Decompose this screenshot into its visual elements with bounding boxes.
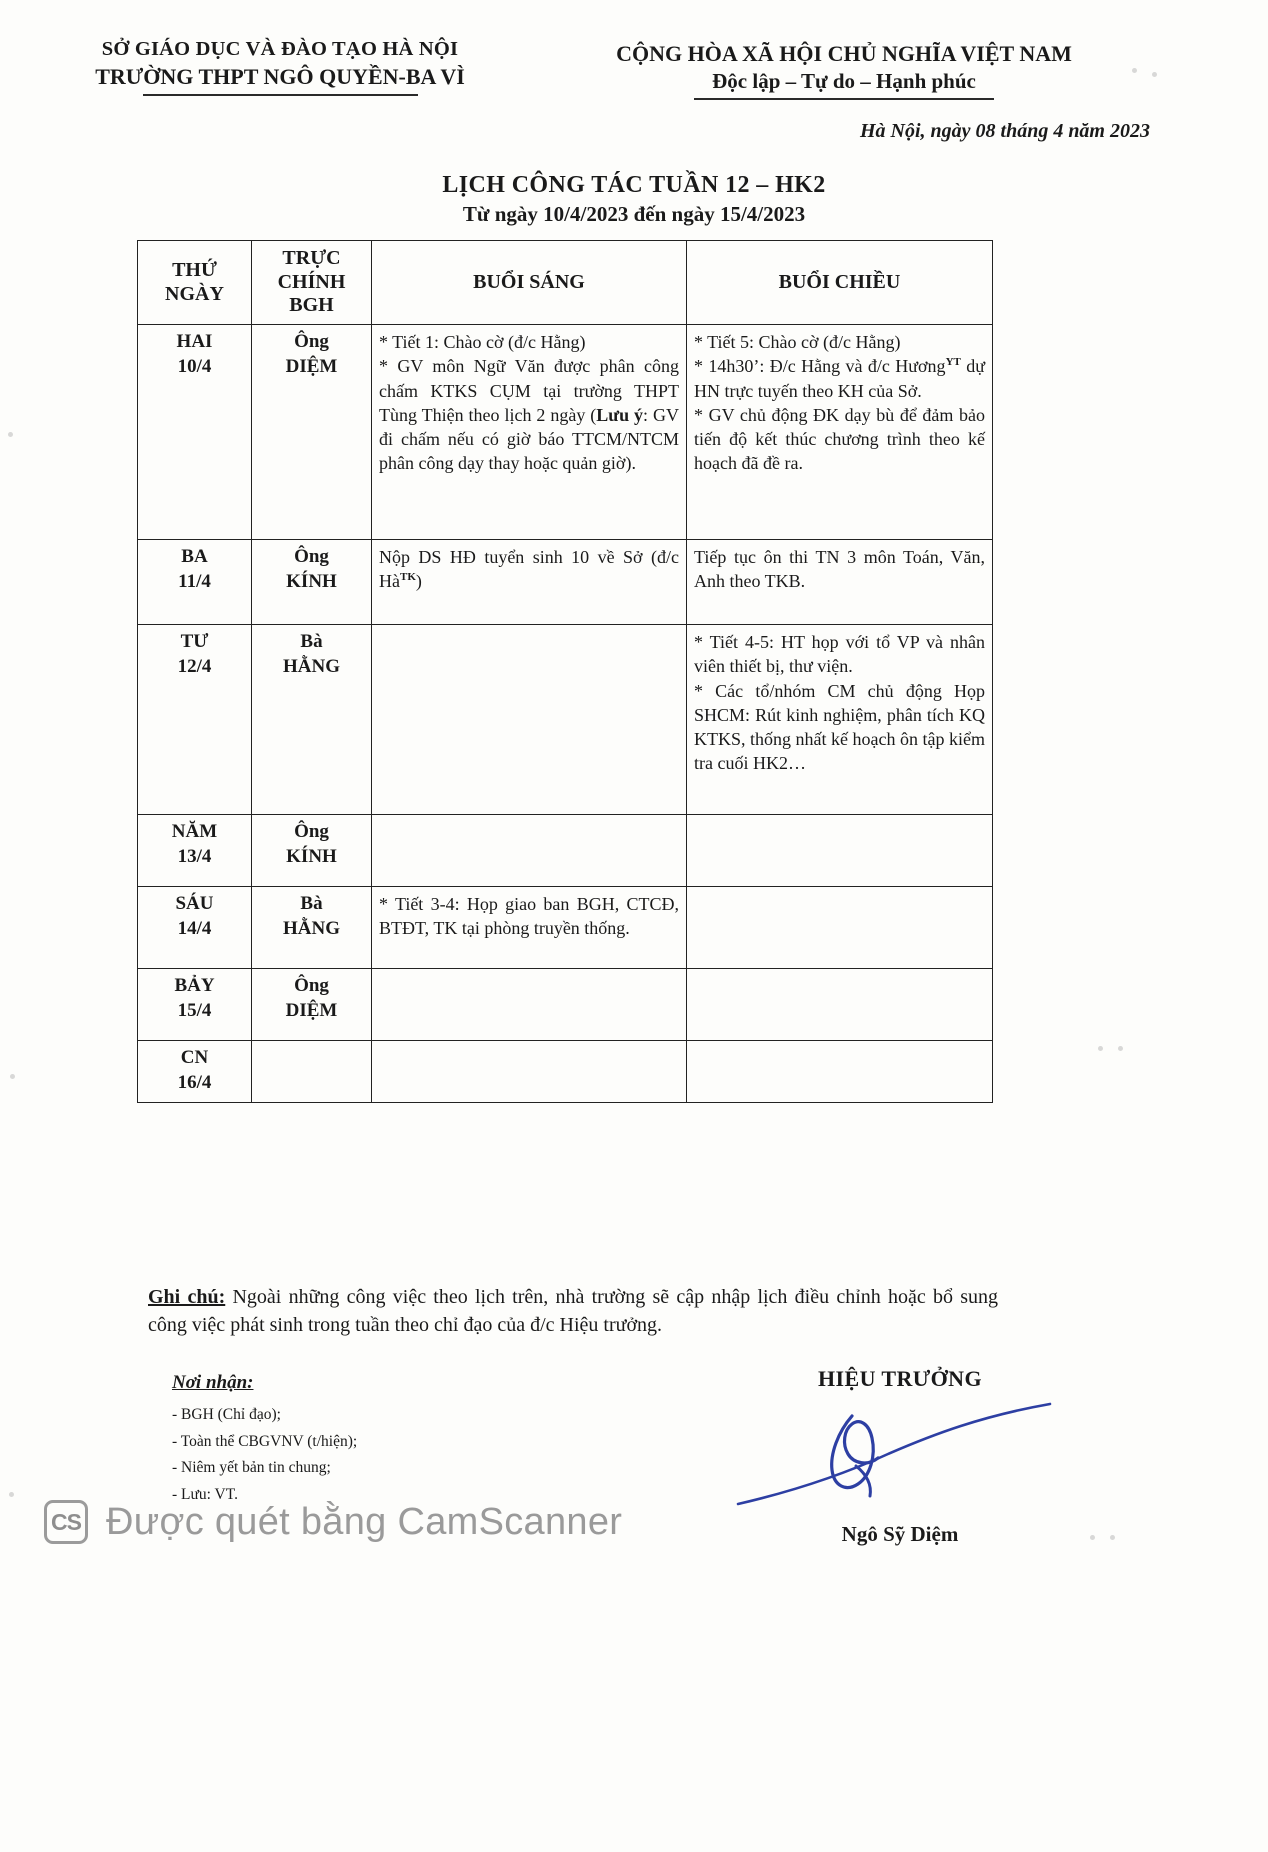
duty-title: Bà: [300, 893, 323, 914]
signer-name: Ngô Sỹ Diệm: [841, 1522, 959, 1546]
camscanner-label: Được quét bằng CamScanner: [106, 1500, 623, 1543]
department-name: SỞ GIÁO DỤC VÀ ĐÀO TẠO HÀ NỘI: [101, 38, 459, 60]
column-header-day: [138, 241, 252, 325]
scan-speck: [1098, 1046, 1103, 1051]
table-row: [138, 625, 993, 815]
morning-cell: [372, 969, 687, 1041]
recipients-list: [172, 1402, 502, 1509]
table-row: [138, 887, 993, 969]
day-cell: [138, 625, 252, 815]
day-name: TƯ: [180, 631, 209, 652]
day-cell: [138, 325, 252, 540]
duty-cell: [252, 625, 372, 815]
duty-name: HẰNG: [283, 917, 340, 939]
duty-name: DIỆM: [285, 999, 338, 1021]
duty-title: Ông: [294, 546, 329, 567]
day-name: CN: [180, 1047, 209, 1068]
recipients-label: Nơi nhận:: [172, 1372, 254, 1393]
column-header-duty: [252, 241, 372, 325]
title-block: [0, 172, 1268, 227]
header-divider-right: [694, 98, 994, 100]
page-title: LỊCH CÔNG TÁC TUẦN 12 – HK2: [442, 172, 826, 198]
scan-speck: [9, 1492, 14, 1497]
day-cell: [138, 540, 252, 625]
table-row: [138, 325, 993, 540]
day-date: 16/4: [177, 1071, 212, 1093]
morning-cell: * Tiết 1: Chào cờ (đ/c Hằng) * GV môn Ngữ Văn được phân công chấm KTKS CỤM tại trường THPT Tùng Thiện theo lịch 2 ngày (Lưu ý: GV đi chấm nếu có giờ báo TTCM/NTCM phân công dạy thay hoặc quản giờ).: [372, 325, 687, 540]
scan-speck: [1118, 1046, 1123, 1051]
duty-cell: [252, 540, 372, 625]
handwritten-signature: [720, 1396, 1080, 1516]
footnote-text: Ngoài những công việc theo lịch trên, nhà trường sẽ cập nhập lịch điều chỉnh hoặc bổ sung công việc phát sinh trong tuần theo chỉ đạo của đ/c Hiệu trưởng.: [148, 1286, 998, 1336]
duty-title: Ông: [294, 975, 329, 996]
letterhead: [0, 38, 1268, 100]
column-header-duty-line1: TRỰC: [282, 247, 341, 270]
day-cell: [138, 969, 252, 1041]
table-row: [138, 540, 993, 625]
country-name: CỘNG HÒA XÃ HỘI CHỦ NGHĨA VIỆT NAM: [616, 41, 1072, 66]
schedule-body: [138, 325, 993, 1103]
column-header-day-line2: NGÀY: [165, 282, 224, 305]
day-name: BẢY: [174, 975, 215, 996]
school-name: TRƯỜNG THPT NGÔ QUYỀN-BA VÌ: [95, 64, 465, 89]
morning-cell: [372, 625, 687, 815]
duty-title: Ông: [294, 821, 329, 842]
duty-cell: [252, 325, 372, 540]
list-item: - Lưu: VT.: [172, 1485, 238, 1503]
afternoon-cell: [687, 969, 993, 1041]
afternoon-cell: [687, 887, 993, 969]
day-date: 13/4: [177, 845, 212, 867]
column-header-duty-line2: CHÍNH: [277, 270, 346, 293]
table-row: [138, 1041, 993, 1103]
day-name: HAI: [176, 331, 213, 352]
duty-title: Bà: [300, 631, 323, 652]
national-heading: [530, 38, 1268, 100]
weekly-schedule-table: [137, 240, 993, 1103]
afternoon-cell: * Tiết 5: Chào cờ (đ/c Hằng) * 14h30’: Đ/c Hằng và đ/c Hương$^{YT}$ dự HN trực tuyến theo KH của Sở. * GV chủ động ĐK dạy bù để đảm bảo tiến độ kết thúc chương trình theo kế hoạch đã đề ra.: [687, 325, 993, 540]
signer-title: HIỆU TRƯỞNG: [818, 1366, 982, 1391]
day-date: 14/4: [177, 917, 212, 939]
national-motto: Độc lập – Tự do – Hạnh phúc: [712, 69, 976, 93]
place-and-date: Hà Nội, ngày 08 tháng 4 năm 2023: [859, 120, 1150, 142]
recipients-block: [172, 1372, 502, 1509]
duty-cell: [252, 1041, 372, 1103]
afternoon-cell: [687, 1041, 993, 1103]
scan-speck: [10, 1074, 15, 1079]
duty-title: Ông: [294, 331, 329, 352]
column-header-afternoon: BUỔI CHIỀU: [687, 241, 993, 325]
afternoon-cell: [687, 815, 993, 887]
page-subtitle: Từ ngày 10/4/2023 đến ngày 15/4/2023: [462, 202, 806, 226]
morning-cell: [372, 815, 687, 887]
column-header-day-line1: THỨ: [172, 258, 217, 281]
duty-name: HẰNG: [283, 655, 340, 677]
day-date: 10/4: [177, 355, 212, 377]
table-header-row: [138, 241, 993, 325]
day-name: BA: [181, 546, 208, 567]
day-cell: [138, 887, 252, 969]
table-row: [138, 815, 993, 887]
afternoon-cell: * Tiết 4-5: HT họp với tổ VP và nhân viên thiết bị, thư viện. * Các tổ/nhóm CM chủ động Họp SHCM: Rút kinh nghiệm, phân tích KQ KTKS, thống nhất kế hoạch ôn tập kiểm tra cuối HK2…: [687, 625, 993, 815]
signature-block: [700, 1366, 1100, 1547]
duty-name: KÍNH: [286, 845, 337, 867]
footnote: [148, 1284, 998, 1339]
table-row: [138, 969, 993, 1041]
day-date: 15/4: [177, 999, 212, 1021]
duty-cell: [252, 887, 372, 969]
scan-speck: [8, 432, 13, 437]
duty-cell: [252, 969, 372, 1041]
column-header-morning: BUỔI SÁNG: [372, 241, 687, 325]
morning-cell: Nộp DS HĐ tuyển sinh 10 về Sở (đ/c $Hà^{TK}$): [372, 540, 687, 625]
morning-cell: * Tiết 3-4: Họp giao ban BGH, CTCĐ, BTĐT, TK tại phòng truyền thống.: [372, 887, 687, 969]
camscanner-watermark: [44, 1500, 622, 1544]
list-item: - BGH (Chỉ đạo);: [172, 1406, 281, 1423]
day-name: NĂM: [171, 821, 218, 842]
list-item: - Toàn thể CBGVNV (t/hiện);: [172, 1432, 358, 1450]
camscanner-logo-icon: CS: [44, 1500, 88, 1544]
list-item: - Niêm yết bản tin chung;: [172, 1459, 331, 1477]
issuing-authority: [0, 38, 530, 96]
day-date: 12/4: [177, 655, 212, 677]
footnote-label: Ghi chú:: [148, 1286, 226, 1308]
afternoon-cell: Tiếp tục ôn thi TN 3 môn Toán, Văn, Anh theo TKB.: [687, 540, 993, 625]
column-header-duty-line3: BGH: [289, 294, 334, 317]
duty-cell: [252, 815, 372, 887]
duty-name: DIỆM: [285, 355, 338, 377]
header-divider-left: [143, 94, 418, 96]
morning-cell: [372, 1041, 687, 1103]
day-cell: [138, 1041, 252, 1103]
duty-name: KÍNH: [286, 570, 337, 592]
scan-speck: [1110, 1535, 1115, 1540]
day-date: 11/4: [178, 570, 211, 592]
day-name: SÁU: [175, 893, 214, 914]
day-cell: [138, 815, 252, 887]
